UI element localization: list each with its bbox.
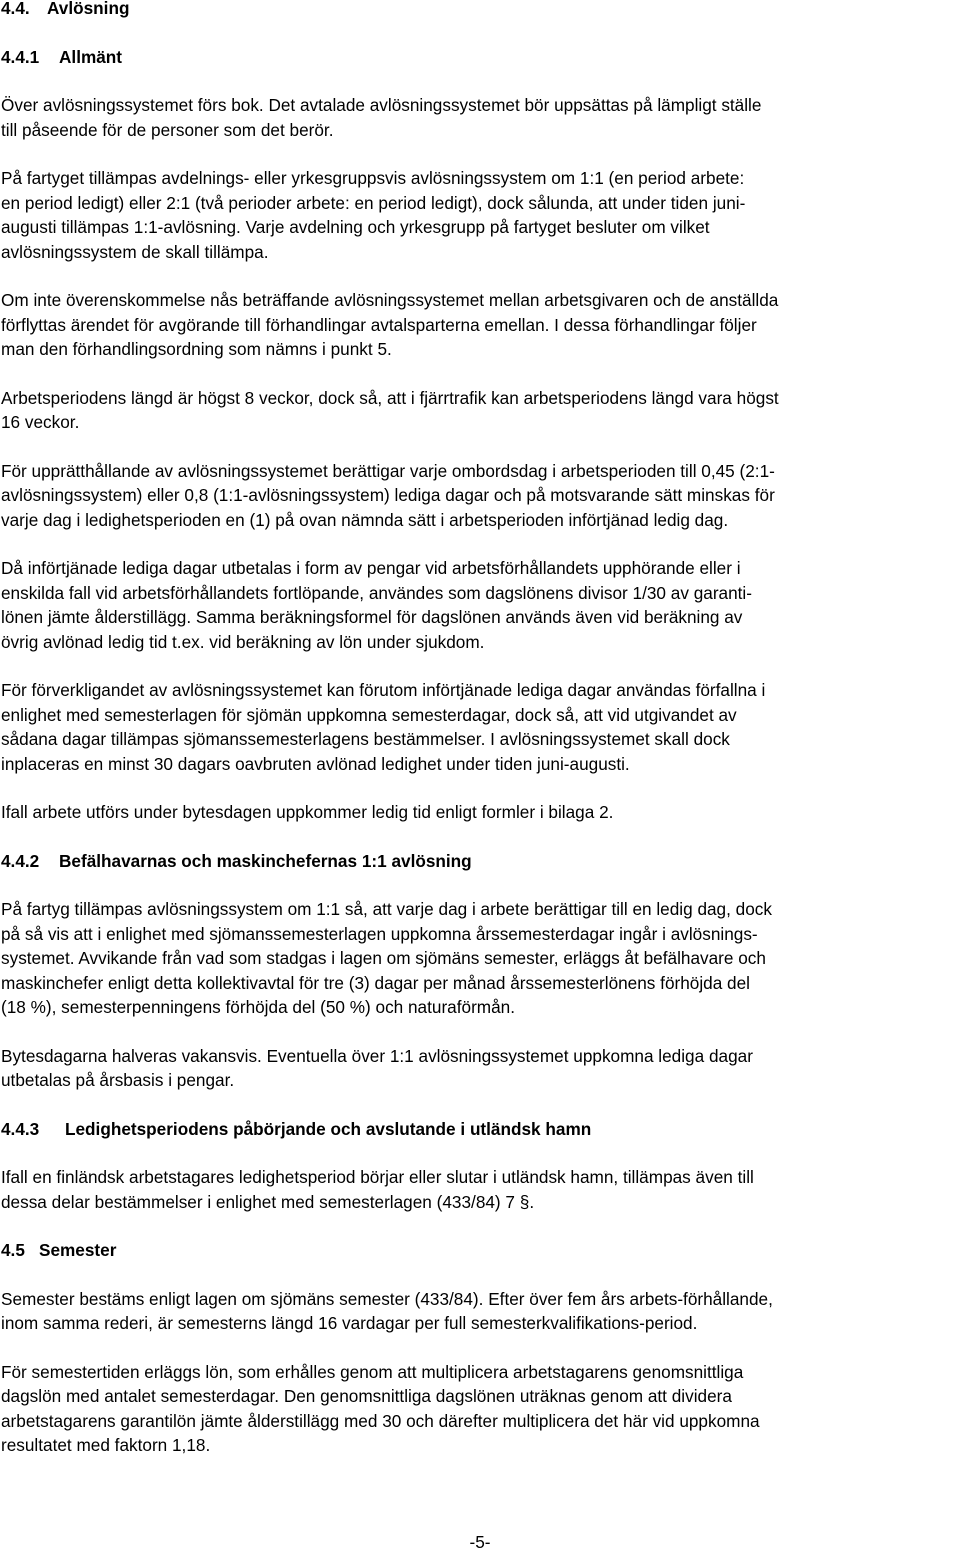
paragraph: Om inte överenskommelse nås beträffande avlösningssystemet mellan arbetsgivaren och de anställda förflyttas ärendet för avgörande till förhandlingar avtalsparterna emellan. I dessa förhandlingar följer man den förhandlingsordning som nämns i punkt 5. [1, 290, 779, 359]
subsection-title: Ledighetsperiodens påbörjande och avslutande i utländsk hamn [65, 1118, 592, 1139]
subsection-title: Allmänt [59, 46, 123, 67]
subsection-heading-4-4-3 [1, 1117, 958, 1142]
subsection-number: 4.4.3 [1, 1118, 40, 1139]
paragraph: Över avlösningssystemet förs bok. Det avtalade avlösningssystemet bör uppsättas på lämpligt ställe till påseende för de personer som det berör. [1, 95, 762, 140]
subsection-number: 4.4.1 [1, 46, 40, 67]
paragraph: Då införtjänade lediga dagar utbetalas i form av pengar vid arbetsförhållandets upphörande eller i enskilda fall vid arbetsförhållandets fortlöpande, användes som dagslönens divisor 1/30 av garanti- lönen jämte ålderstillägg. Samma beräkningsformel för dagslönen används även vid beräkning av övrig avlönad ledig tid t.ex. vid beräkning av lön under sjukdom. [1, 558, 752, 652]
section-number: 4.4. [1, 0, 30, 18]
paragraph: För upprätthållande av avlösningssystemet berättigar varje ombordsdag i arbetsperioden till 0,45 (2:1- avlösningssystem) eller 0,8 (1:1-avlösningssystem) lediga dagar och på motsvarande sätt minskas för varje dag i ledighetsperioden en (1) på ovan nämnda sätt i arbetsperioden införtjänad ledig dag. [1, 460, 775, 530]
section-heading-4-4 [1, 0, 958, 21]
subsection-title: Befälhavarnas och maskinchefernas 1:1 avlösning [59, 850, 472, 871]
paragraph: Ifall en finländsk arbetstagares ledighetsperiod börjar eller slutar i utländsk hamn, tillämpas även till dessa delar bestämmelser i enlighet med semesterlagen (433/84) 7 §. [1, 1167, 754, 1212]
paragraph: För semestertiden erläggs lön, som erhålles genom att multiplicera arbetstagarens genomsnittliga dagslön med antalet semesterdagar. Den genomsnittliga dagslönen uträknas genom att dividera arbetstagarens garantilön jämte ålderstillägg med 30 och därefter multiplicera det här vid uppkomna resultatet med faktorn 1,18. [1, 1361, 760, 1455]
section-heading-4-5 [1, 1238, 958, 1263]
section-title: Avlösning [47, 0, 130, 18]
subsection-heading-4-4-2 [1, 849, 958, 874]
paragraph: Arbetsperiodens längd är högst 8 veckor, dock så, att i fjärrtrafik kan arbetsperiodens längd vara högst 16 veckor. [1, 387, 779, 432]
section-title: Semester [39, 1240, 117, 1260]
page-number: -5- [469, 1532, 491, 1552]
section-number: 4.5 [1, 1240, 25, 1260]
paragraph: Semester bestäms enligt lagen om sjömäns semester (433/84). Efter över fem års arbets-förhållande, inom samma rederi, är semesterns längd 16 vardagar per full semesterkvalifikations-period. [1, 1288, 773, 1333]
paragraph: På fartyg tillämpas avlösningssystem om 1:1 så, att varje dag i arbete berättigar till en ledig dag, dock på så vis att i enlighet med sjömanssemesterlagen uppkomna årssemesterdagar ingår i avlösnings- systemet. Avvikande från vad som stadgas i lagen om sjömäns semester, erläggs åt befälhavare och maskinchefer enligt detta kollektivavtal för tre (3) dagar per månad årssemesterlönens förhöjda del (18 %), semesterpenningens förhöjda del (50 %) och naturaförmån. [1, 899, 772, 1017]
subsection-number: 4.4.2 [1, 850, 40, 871]
subsection-heading-4-4-1 [1, 45, 958, 70]
paragraph: Bytesdagarna halveras vakansvis. Eventuella över 1:1 avlösningssystemet uppkomna lediga dagar utbetalas på årsbasis i pengar. [1, 1045, 753, 1090]
paragraph: Ifall arbete utförs under bytesdagen uppkommer ledig tid enligt formler i bilaga 2. [1, 802, 614, 822]
paragraph: För förverkligandet av avlösningssystemet kan förutom införtjänade lediga dagar användas förfallna i enlighet med semesterlagen för sjömän uppkomna semesterdagar, dock så, att vid utgivandet av sådana dagar tillämpas sjömanssemesterlagens bestämmelser. I avlösningssystemet skall dock inplaceras en minst 30 dagars oavbruten avlönad ledighet under tiden juni-augusti. [1, 680, 766, 774]
paragraph: På fartyget tillämpas avdelnings- eller yrkesgruppsvis avlösningssystem om 1:1 (en period arbete: en period ledigt) eller 2:1 (två perioder arbete: en period ledigt), dock sålunda, att under tiden juni- augusti tillämpas 1:1-avlösning. Varje avdelning och yrkesgrupp på fartyget besluter om vilket avlösningssystem de skall tillämpa. [1, 168, 746, 262]
